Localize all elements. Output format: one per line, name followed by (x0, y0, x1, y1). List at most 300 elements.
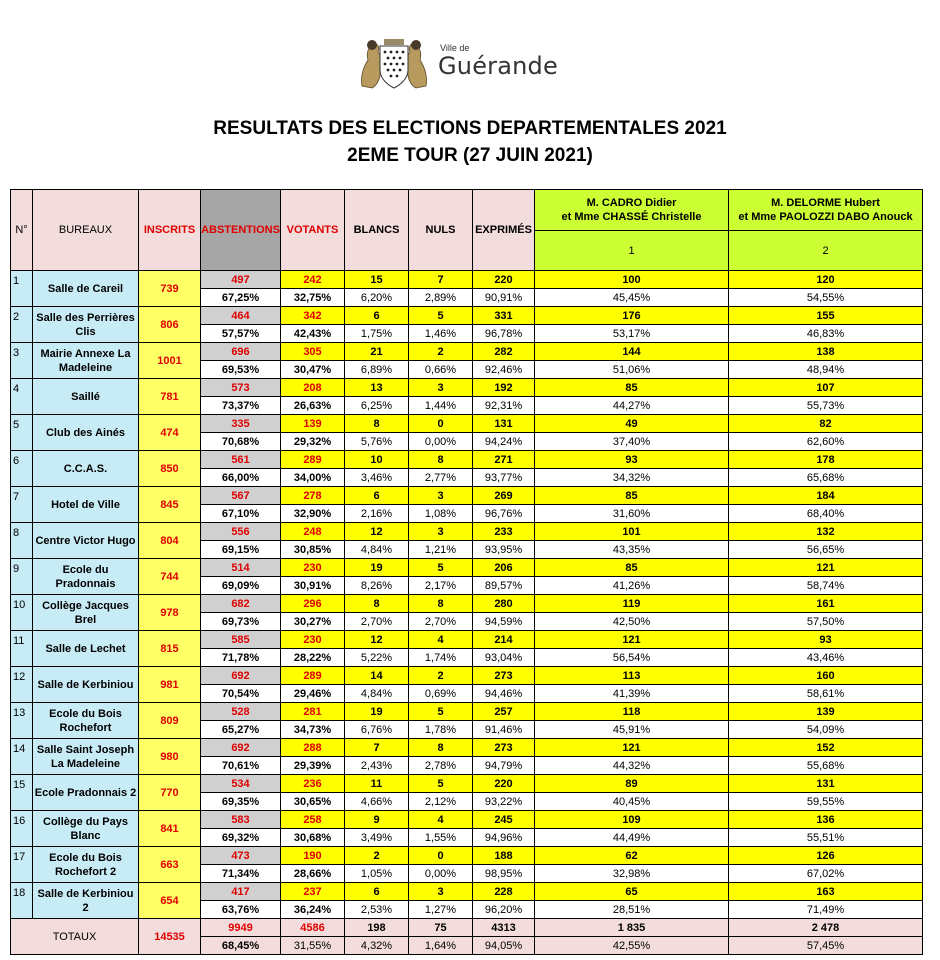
blancs-pct: 6,25% (345, 397, 409, 415)
nuls-value: 3 (409, 523, 473, 541)
votants-value: 305 (281, 343, 345, 361)
candidate-2-votes: 132 (729, 523, 923, 541)
candidate-2-line2: et Mme PAOLOZZI DABO Anouck (738, 211, 913, 223)
votants-pct: 42,43% (281, 325, 345, 343)
coat-of-arms-icon (358, 36, 430, 92)
exprimes-value: 214 (473, 631, 535, 649)
exprimes-value: 206 (473, 559, 535, 577)
exprimes-pct: 90,91% (473, 289, 535, 307)
exprimes-pct: 96,78% (473, 325, 535, 343)
blancs-pct: 3,49% (345, 829, 409, 847)
row-number: 13 (11, 703, 33, 739)
table-row (11, 811, 923, 829)
candidate-1-pct: 53,17% (535, 325, 729, 343)
totals-abstentions: 9949 (201, 919, 281, 937)
table-row (11, 343, 923, 361)
abstentions-pct: 69,15% (201, 541, 281, 559)
exprimes-value: 233 (473, 523, 535, 541)
candidate-1-votes: 101 (535, 523, 729, 541)
candidate-2-votes: 160 (729, 667, 923, 685)
candidate-2-votes: 138 (729, 343, 923, 361)
blancs-value: 6 (345, 307, 409, 325)
candidate-1-pct: 32,98% (535, 865, 729, 883)
abstentions-value: 692 (201, 739, 281, 757)
nuls-pct: 1,78% (409, 721, 473, 739)
candidate-2-pct: 57,50% (729, 613, 923, 631)
exprimes-value: 269 (473, 487, 535, 505)
candidate-1-votes: 119 (535, 595, 729, 613)
exprimes-pct: 96,76% (473, 505, 535, 523)
nuls-value: 3 (409, 379, 473, 397)
blancs-value: 13 (345, 379, 409, 397)
candidate-2-pct: 46,83% (729, 325, 923, 343)
abstentions-pct: 69,53% (201, 361, 281, 379)
exprimes-pct: 96,20% (473, 901, 535, 919)
row-number: 15 (11, 775, 33, 811)
inscrits-value: 815 (139, 631, 201, 667)
votants-value: 190 (281, 847, 345, 865)
inscrits-value: 980 (139, 739, 201, 775)
table-row (11, 451, 923, 469)
bureau-name: Salle de Careil (33, 271, 139, 307)
abstentions-pct: 69,73% (201, 613, 281, 631)
votants-pct: 34,73% (281, 721, 345, 739)
header-candidate-2 (729, 190, 923, 231)
inscrits-value: 474 (139, 415, 201, 451)
abstentions-value: 567 (201, 487, 281, 505)
abstentions-value: 497 (201, 271, 281, 289)
row-number: 5 (11, 415, 33, 451)
inscrits-value: 663 (139, 847, 201, 883)
candidate-2-pct: 65,68% (729, 469, 923, 487)
votants-pct: 30,68% (281, 829, 345, 847)
candidate-2-votes: 126 (729, 847, 923, 865)
exprimes-pct: 94,96% (473, 829, 535, 847)
exprimes-value: 192 (473, 379, 535, 397)
totals-abstentions-pct: 68,45% (201, 937, 281, 955)
abstentions-pct: 69,35% (201, 793, 281, 811)
candidate-1-line1: M. CADRO Didier (586, 197, 677, 209)
totals-votants-pct: 31,55% (281, 937, 345, 955)
candidate-1-pct: 56,54% (535, 649, 729, 667)
blancs-value: 8 (345, 595, 409, 613)
candidate-1-line2: et Mme CHASSÉ Christelle (561, 211, 702, 223)
row-number: 17 (11, 847, 33, 883)
candidate-2-pct: 71,49% (729, 901, 923, 919)
votants-pct: 30,27% (281, 613, 345, 631)
table-row (11, 415, 923, 433)
abstentions-pct: 70,61% (201, 757, 281, 775)
votants-value: 258 (281, 811, 345, 829)
nuls-value: 3 (409, 487, 473, 505)
header-bureaux: BUREAUX (33, 190, 139, 271)
blancs-value: 14 (345, 667, 409, 685)
table-row (11, 523, 923, 541)
blancs-value: 21 (345, 343, 409, 361)
nuls-pct: 1,27% (409, 901, 473, 919)
totals-inscrits: 14535 (139, 919, 201, 955)
header-inscrits: INSCRITS (139, 190, 201, 271)
exprimes-value: 280 (473, 595, 535, 613)
totals-votants: 4586 (281, 919, 345, 937)
header-abstentions: ABSTENTIONS (201, 190, 281, 271)
page-subtitle: 2EME TOUR (27 JUIN 2021) (347, 145, 593, 166)
blancs-pct: 2,70% (345, 613, 409, 631)
bureau-name: Club des Ainés (33, 415, 139, 451)
blancs-value: 19 (345, 559, 409, 577)
bureau-name: Salle de Lechet (33, 631, 139, 667)
candidate-1-pct: 40,45% (535, 793, 729, 811)
votants-pct: 34,00% (281, 469, 345, 487)
bureau-name: Salle de Kerbiniou (33, 667, 139, 703)
row-number: 1 (11, 271, 33, 307)
votants-pct: 29,32% (281, 433, 345, 451)
votants-pct: 32,75% (281, 289, 345, 307)
candidate-2-pct: 48,94% (729, 361, 923, 379)
abstentions-pct: 73,37% (201, 397, 281, 415)
abstentions-pct: 63,76% (201, 901, 281, 919)
candidate-1-votes: 65 (535, 883, 729, 901)
blancs-value: 6 (345, 883, 409, 901)
votants-pct: 30,91% (281, 577, 345, 595)
blancs-pct: 8,26% (345, 577, 409, 595)
candidate-1-pct: 41,39% (535, 685, 729, 703)
blancs-value: 8 (345, 415, 409, 433)
nuls-pct: 2,77% (409, 469, 473, 487)
votants-value: 289 (281, 451, 345, 469)
header-num: N° (11, 190, 33, 271)
inscrits-value: 850 (139, 451, 201, 487)
votants-pct: 30,47% (281, 361, 345, 379)
votants-value: 281 (281, 703, 345, 721)
nuls-value: 8 (409, 595, 473, 613)
candidate-1-pct: 31,60% (535, 505, 729, 523)
totals-candidate-2: 2 478 (729, 919, 923, 937)
row-number: 14 (11, 739, 33, 775)
blancs-value: 11 (345, 775, 409, 793)
blancs-pct: 4,84% (345, 685, 409, 703)
table-row (11, 775, 923, 793)
totals-blancs: 198 (345, 919, 409, 937)
row-number: 4 (11, 379, 33, 415)
inscrits-value: 981 (139, 667, 201, 703)
abstentions-value: 561 (201, 451, 281, 469)
blancs-pct: 6,89% (345, 361, 409, 379)
candidate-2-votes: 82 (729, 415, 923, 433)
nuls-pct: 1,44% (409, 397, 473, 415)
nuls-value: 5 (409, 775, 473, 793)
nuls-value: 0 (409, 415, 473, 433)
candidate-2-votes: 136 (729, 811, 923, 829)
exprimes-pct: 92,46% (473, 361, 535, 379)
votants-value: 288 (281, 739, 345, 757)
header-blancs: BLANCS (345, 190, 409, 271)
results-table (10, 189, 923, 955)
totals-candidate-1-pct: 42,55% (535, 937, 729, 955)
abstentions-pct: 70,68% (201, 433, 281, 451)
inscrits-value: 978 (139, 595, 201, 631)
page-title: RESULTATS DES ELECTIONS DEPARTEMENTALES 2021 (213, 118, 727, 139)
votants-pct: 26,63% (281, 397, 345, 415)
votants-value: 236 (281, 775, 345, 793)
nuls-value: 7 (409, 271, 473, 289)
row-number: 11 (11, 631, 33, 667)
candidate-2-pct: 54,09% (729, 721, 923, 739)
row-number: 2 (11, 307, 33, 343)
inscrits-value: 845 (139, 487, 201, 523)
candidate-2-pct: 58,74% (729, 577, 923, 595)
blancs-value: 2 (345, 847, 409, 865)
table-row (11, 307, 923, 325)
row-number: 9 (11, 559, 33, 595)
totals-label: TOTAUX (11, 919, 139, 955)
nuls-pct: 2,17% (409, 577, 473, 595)
exprimes-value: 245 (473, 811, 535, 829)
candidate-1-pct: 37,40% (535, 433, 729, 451)
exprimes-pct: 94,24% (473, 433, 535, 451)
nuls-value: 5 (409, 307, 473, 325)
candidate-1-votes: 113 (535, 667, 729, 685)
votants-pct: 29,39% (281, 757, 345, 775)
nuls-pct: 0,00% (409, 865, 473, 883)
inscrits-value: 781 (139, 379, 201, 415)
candidate-1-votes: 100 (535, 271, 729, 289)
abstentions-pct: 71,78% (201, 649, 281, 667)
candidate-1-votes: 144 (535, 343, 729, 361)
totals-exprimes-pct: 94,05% (473, 937, 535, 955)
abstentions-pct: 65,27% (201, 721, 281, 739)
votants-value: 230 (281, 559, 345, 577)
nuls-value: 3 (409, 883, 473, 901)
votants-pct: 30,85% (281, 541, 345, 559)
candidate-2-votes: 121 (729, 559, 923, 577)
candidate-2-pct: 67,02% (729, 865, 923, 883)
inscrits-value: 1001 (139, 343, 201, 379)
nuls-value: 8 (409, 451, 473, 469)
exprimes-value: 273 (473, 739, 535, 757)
inscrits-value: 806 (139, 307, 201, 343)
exprimes-value: 257 (473, 703, 535, 721)
votants-pct: 29,46% (281, 685, 345, 703)
bureau-name: Ecole Pradonnais 2 (33, 775, 139, 811)
exprimes-pct: 92,31% (473, 397, 535, 415)
abstentions-value: 556 (201, 523, 281, 541)
abstentions-pct: 67,25% (201, 289, 281, 307)
exprimes-pct: 93,04% (473, 649, 535, 667)
table-row (11, 631, 923, 649)
totals-row (11, 919, 923, 937)
bureau-name: Ecole du Bois Rochefort 2 (33, 847, 139, 883)
table-row (11, 703, 923, 721)
candidate-1-votes: 93 (535, 451, 729, 469)
candidate-1-votes: 121 (535, 631, 729, 649)
votants-pct: 30,65% (281, 793, 345, 811)
blancs-pct: 4,84% (345, 541, 409, 559)
exprimes-value: 331 (473, 307, 535, 325)
candidate-2-pct: 54,55% (729, 289, 923, 307)
abstentions-pct: 69,09% (201, 577, 281, 595)
blancs-pct: 2,16% (345, 505, 409, 523)
abstentions-value: 464 (201, 307, 281, 325)
candidate-1-pct: 45,91% (535, 721, 729, 739)
candidate-2-votes: 163 (729, 883, 923, 901)
exprimes-pct: 93,22% (473, 793, 535, 811)
row-number: 18 (11, 883, 33, 919)
inscrits-value: 654 (139, 883, 201, 919)
candidate-1-pct: 43,35% (535, 541, 729, 559)
blancs-pct: 1,05% (345, 865, 409, 883)
header-candidate-1 (535, 190, 729, 231)
abstentions-pct: 57,57% (201, 325, 281, 343)
logo-small-text: Ville de (440, 43, 470, 53)
exprimes-pct: 89,57% (473, 577, 535, 595)
candidate-1-pct: 44,32% (535, 757, 729, 775)
candidate-1-number: 1 (535, 231, 729, 271)
logo-big-text: Guérande (438, 52, 558, 80)
exprimes-pct: 94,46% (473, 685, 535, 703)
table-row (11, 667, 923, 685)
blancs-pct: 2,43% (345, 757, 409, 775)
table-row (11, 883, 923, 901)
exprimes-pct: 94,59% (473, 613, 535, 631)
candidate-2-pct: 68,40% (729, 505, 923, 523)
exprimes-pct: 94,79% (473, 757, 535, 775)
exprimes-value: 131 (473, 415, 535, 433)
abstentions-value: 473 (201, 847, 281, 865)
candidate-2-pct: 59,55% (729, 793, 923, 811)
inscrits-value: 770 (139, 775, 201, 811)
nuls-pct: 0,66% (409, 361, 473, 379)
blancs-value: 9 (345, 811, 409, 829)
abstentions-value: 696 (201, 343, 281, 361)
candidate-1-votes: 176 (535, 307, 729, 325)
bureau-name: Collège Jacques Brel (33, 595, 139, 631)
nuls-value: 0 (409, 847, 473, 865)
candidate-2-pct: 55,51% (729, 829, 923, 847)
exprimes-pct: 93,95% (473, 541, 535, 559)
inscrits-value: 841 (139, 811, 201, 847)
candidate-2-votes: 120 (729, 271, 923, 289)
totals-nuls: 75 (409, 919, 473, 937)
header-votants: VOTANTS (281, 190, 345, 271)
table-row (11, 487, 923, 505)
table-row (11, 271, 923, 289)
candidate-2-pct: 55,68% (729, 757, 923, 775)
inscrits-value: 739 (139, 271, 201, 307)
candidate-2-votes: 161 (729, 595, 923, 613)
totals-candidate-1: 1 835 (535, 919, 729, 937)
row-number: 10 (11, 595, 33, 631)
blancs-pct: 2,53% (345, 901, 409, 919)
exprimes-pct: 91,46% (473, 721, 535, 739)
bureau-name: Saillé (33, 379, 139, 415)
candidate-1-votes: 118 (535, 703, 729, 721)
candidate-1-pct: 28,51% (535, 901, 729, 919)
abstentions-value: 417 (201, 883, 281, 901)
exprimes-value: 271 (473, 451, 535, 469)
candidate-2-votes: 152 (729, 739, 923, 757)
votants-pct: 28,22% (281, 649, 345, 667)
candidate-2-pct: 58,61% (729, 685, 923, 703)
candidate-1-votes: 85 (535, 559, 729, 577)
guerande-logo (352, 34, 582, 94)
bureau-name: Hotel de Ville (33, 487, 139, 523)
bureau-name: Salle des Perrières Clis (33, 307, 139, 343)
exprimes-value: 273 (473, 667, 535, 685)
votants-value: 230 (281, 631, 345, 649)
votants-value: 278 (281, 487, 345, 505)
nuls-pct: 0,00% (409, 433, 473, 451)
bureau-name: Centre Victor Hugo (33, 523, 139, 559)
candidate-1-pct: 44,27% (535, 397, 729, 415)
blancs-value: 12 (345, 631, 409, 649)
inscrits-value: 804 (139, 523, 201, 559)
abstentions-pct: 66,00% (201, 469, 281, 487)
candidate-2-votes: 155 (729, 307, 923, 325)
bureau-name: Salle de Kerbiniou 2 (33, 883, 139, 919)
row-number: 6 (11, 451, 33, 487)
nuls-value: 8 (409, 739, 473, 757)
votants-pct: 36,24% (281, 901, 345, 919)
nuls-pct: 1,74% (409, 649, 473, 667)
abstentions-value: 692 (201, 667, 281, 685)
abstentions-value: 573 (201, 379, 281, 397)
votants-value: 237 (281, 883, 345, 901)
candidate-1-pct: 41,26% (535, 577, 729, 595)
votants-value: 296 (281, 595, 345, 613)
abstentions-value: 335 (201, 415, 281, 433)
table-row (11, 847, 923, 865)
blancs-value: 19 (345, 703, 409, 721)
abstentions-pct: 69,32% (201, 829, 281, 847)
header-row (11, 190, 923, 231)
table-row (11, 559, 923, 577)
exprimes-value: 188 (473, 847, 535, 865)
exprimes-value: 282 (473, 343, 535, 361)
votants-value: 242 (281, 271, 345, 289)
votants-pct: 32,90% (281, 505, 345, 523)
bureau-name: Salle Saint Joseph La Madeleine (33, 739, 139, 775)
table-row (11, 379, 923, 397)
totals-candidate-2-pct: 57,45% (729, 937, 923, 955)
candidate-2-votes: 131 (729, 775, 923, 793)
blancs-pct: 3,46% (345, 469, 409, 487)
nuls-pct: 1,08% (409, 505, 473, 523)
candidate-1-pct: 44,49% (535, 829, 729, 847)
row-number: 16 (11, 811, 33, 847)
blancs-pct: 6,76% (345, 721, 409, 739)
votants-pct: 28,66% (281, 865, 345, 883)
candidate-2-votes: 139 (729, 703, 923, 721)
candidate-2-line1: M. DELORME Hubert (771, 197, 880, 209)
exprimes-value: 228 (473, 883, 535, 901)
abstentions-pct: 67,10% (201, 505, 281, 523)
nuls-value: 5 (409, 559, 473, 577)
nuls-pct: 1,21% (409, 541, 473, 559)
candidate-2-pct: 55,73% (729, 397, 923, 415)
candidate-1-votes: 49 (535, 415, 729, 433)
totals-blancs-pct: 4,32% (345, 937, 409, 955)
abstentions-value: 585 (201, 631, 281, 649)
bureau-name: Ecole du Bois Rochefort (33, 703, 139, 739)
blancs-value: 15 (345, 271, 409, 289)
candidate-1-votes: 109 (535, 811, 729, 829)
votants-value: 342 (281, 307, 345, 325)
table-row (11, 739, 923, 757)
header-nuls: NULS (409, 190, 473, 271)
candidate-2-pct: 56,65% (729, 541, 923, 559)
nuls-pct: 2,70% (409, 613, 473, 631)
